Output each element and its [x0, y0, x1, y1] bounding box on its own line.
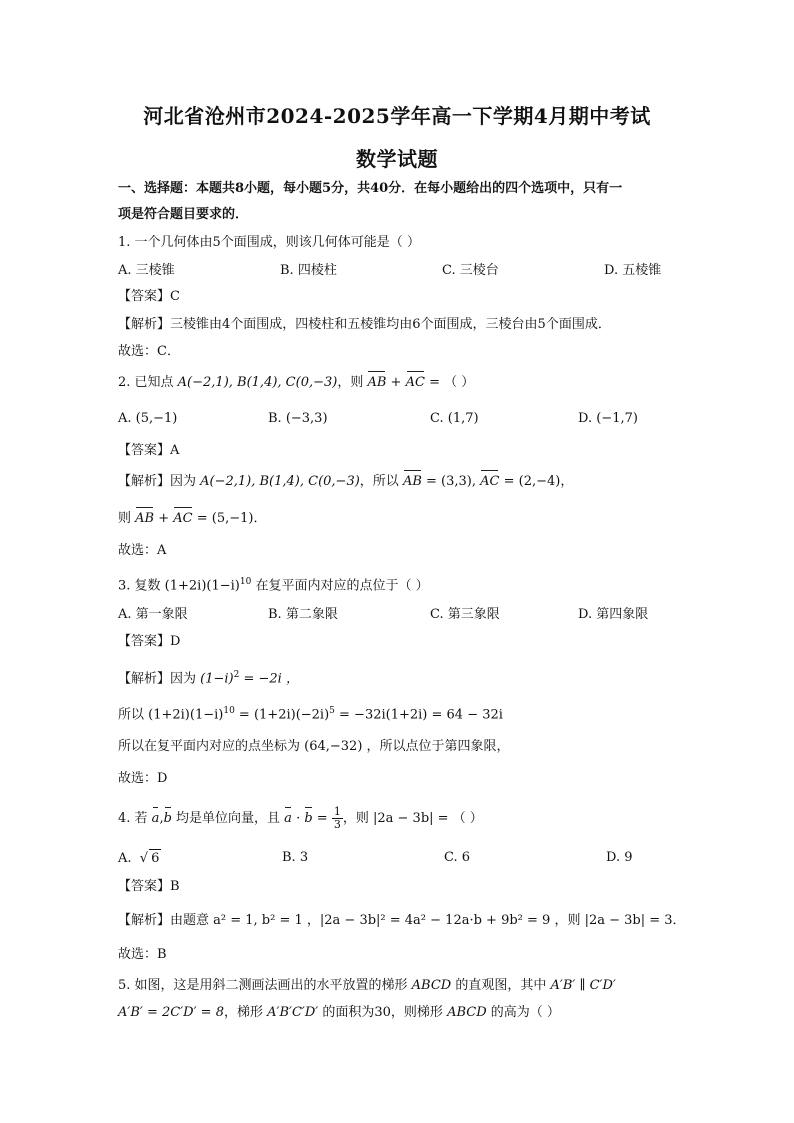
q4-stem-mid2: ，则 [342, 811, 373, 826]
section-heading-line2: 项是符合题目要求的． [118, 207, 249, 222]
q3-option-d: D. 第四象限 [578, 607, 649, 622]
vector-ab: AB [402, 474, 422, 489]
q3-calc-exp1: 10 [223, 706, 235, 716]
q2-plus: + [386, 375, 406, 390]
q3-analysis-pre: 【解析】因为 [118, 671, 201, 687]
q5-line2-area: 的面积为30，则梯形 [318, 1005, 448, 1020]
vector-b: b [163, 811, 172, 826]
q4-option-d: D. 9 [606, 850, 633, 865]
q3-calc-pre: 所以 [118, 707, 149, 723]
q1-conclusion: 故选：C． [118, 344, 180, 359]
q4-option-c: C. 6 [444, 850, 471, 865]
q3-stem-pre: 3. 复数 [118, 578, 165, 594]
q3-stem-post: 在复平面内对应的点位于（ ） [251, 578, 429, 594]
q3-option-c: C. 第三象限 [430, 607, 500, 622]
page-title: 河北省沧州市2024-2025学年高一下学期4月期中考试 [143, 104, 651, 128]
q5-line1-rel: A′B′ ∥ C′D′ [550, 978, 616, 993]
q4-option-a-radicand: 6 [151, 851, 160, 866]
q2-analysis-mid: ，所以 [359, 474, 403, 489]
q2-then-pre: 则 [118, 511, 136, 526]
q3-analysis [118, 666, 678, 688]
q4-analysis-pre: 【解析】由题意 [118, 913, 214, 928]
q2-then-value: = (5,−1)． [192, 511, 267, 526]
q3-stem [118, 573, 678, 595]
q2-then [118, 510, 678, 528]
q4-stem-pre: 4. 若 [118, 811, 152, 826]
q5-line2-eq: A′B′ = 2C′D′ = 8 [118, 1005, 224, 1020]
q5-line1-mid: 的直观图，其中 [451, 978, 551, 993]
q2-stem [118, 374, 678, 392]
q3-answer: 【答案】D [118, 634, 181, 649]
q2-plus: + [154, 511, 174, 526]
q2-stem-post: = （ ） [424, 375, 475, 390]
q1-answer: 【答案】C [118, 289, 180, 304]
q4-stem-post: = （ ） [433, 811, 483, 826]
q3-option-b: B. 第二象限 [268, 607, 338, 622]
q5-line2-fig2: ABCD [447, 1005, 487, 1020]
q4-stem-mid1: 均是单位向量，且 [171, 811, 285, 826]
vector-a: a [151, 811, 160, 826]
q2-analysis-end: ， [560, 474, 574, 489]
q3-stem-exp: 10 [239, 577, 252, 587]
q4-stem-abs: |2a − 3b| [372, 811, 434, 826]
q2-analysis-pre: 【解析】因为 [118, 474, 201, 489]
q4-analysis-body: a² = 1, b² = 1 ，|2a − 3b|² = 4a² − 12a·b + 9b² = 9 ，则 |2a − 3b| = 3． [213, 913, 686, 928]
q3-analysis-exp: 2 [233, 670, 240, 680]
q2-analysis [118, 473, 678, 491]
q2-stem-points: A(−2,1), B(1,4), C(0,−3) [177, 375, 338, 390]
q3-conclusion: 故选：D [118, 771, 168, 786]
q2-ab-value: = (3,3), [421, 474, 481, 489]
q2-option-c: C. (1,7) [430, 411, 479, 426]
q3-calc-b: = (1+2i)(−2i) [234, 707, 330, 723]
q1-option-d: D. 五棱锥 [604, 263, 662, 278]
q5-line2 [118, 1004, 678, 1022]
vector-b: b [304, 811, 313, 826]
q4-option-b: B. 3 [282, 850, 309, 865]
q1-option-a: A. 三棱锥 [118, 263, 175, 278]
q4-stem: 4. 若 a,b 均是单位向量，且 a · b = $\frac{1}{3}$ ，则 |2a − 3b| = （ ） [118, 805, 483, 831]
q1-stem: 1. 一个几何体由5个面围成，则该几何体可能是（ ） [118, 235, 420, 250]
q2-option-b: B. (−3,3) [268, 411, 328, 426]
q4-conclusion: 故选：B [118, 947, 167, 962]
vector-ac: AC [405, 375, 425, 390]
q4-fraction [332, 806, 343, 831]
q3-calc-exp2: 5 [329, 706, 335, 716]
q5-line2-mid: ，梯形 [223, 1005, 268, 1020]
q4-option-a-label: A. [118, 851, 132, 866]
q1-option-b: B. 四棱柱 [280, 263, 337, 278]
q3-calc-c: = −32i(1+2i) = 64 − 32i [334, 707, 503, 723]
q5-line1 [118, 977, 678, 995]
q3-calc-a: (1+2i)(1−i) [148, 707, 224, 723]
q4-analysis [118, 912, 686, 930]
q2-ac-value: = (2,−4) [499, 474, 561, 489]
q3-calc [118, 702, 678, 724]
vector-ac: AC [173, 511, 193, 526]
q2-option-d: D. (−1,7) [578, 411, 638, 426]
q3-stem-expr: (1+2i)(1−i) [164, 578, 240, 594]
q2-option-a: A. (5,−1) [118, 411, 178, 426]
vector-ac: AC [480, 474, 500, 489]
vector-a: a [284, 811, 292, 826]
q5-line2-post: 的高为（ ） [486, 1005, 560, 1020]
vector-ab: AB [135, 511, 155, 526]
q4-option-a: A. √ 6 [118, 851, 160, 866]
q5-line1-pre: 5. 如图，这是用斜二测画法画出的水平放置的梯形 [118, 978, 412, 993]
q3-option-a: A. 第一象限 [118, 607, 188, 622]
q1-analysis: 【解析】三棱锥由4个面围成，四棱柱和五棱锥均由6个面围成，三棱台由5个面围成． [118, 317, 611, 332]
vector-ab: AB [367, 375, 387, 390]
q1-option-c: C. 三棱台 [442, 263, 499, 278]
q2-stem-pre: 2. 已知点 [118, 375, 178, 390]
q2-stem-mid: ，则 [337, 375, 368, 390]
q2-conclusion: 故选：A [118, 543, 167, 558]
q5-line1-fig: ABCD [411, 978, 452, 993]
q3-coord-line: 所以在复平面内对应的点坐标为 (64,−32) ，所以点位于第四象限， [118, 739, 510, 754]
q4-frac-den: 3 [333, 818, 341, 831]
q2-analysis-points: A(−2,1), B(1,4), C(0,−3) [200, 474, 360, 489]
q5-line2-fig: A′B′C′D′ [267, 1005, 319, 1020]
q2-answer: 【答案】A [118, 443, 180, 458]
q4-frac-num: 1 [333, 805, 341, 818]
section-heading-line1: 一、选择题：本题共8小题，每小题5分，共40分．在每小题给出的四个选项中，只有一 [118, 181, 623, 196]
q3-analysis-post: = −2i ， [239, 671, 299, 687]
page-subtitle: 数学试题 [356, 147, 438, 171]
q3-analysis-expr: (1−i) [200, 671, 234, 687]
q4-answer: 【答案】B [118, 879, 180, 894]
